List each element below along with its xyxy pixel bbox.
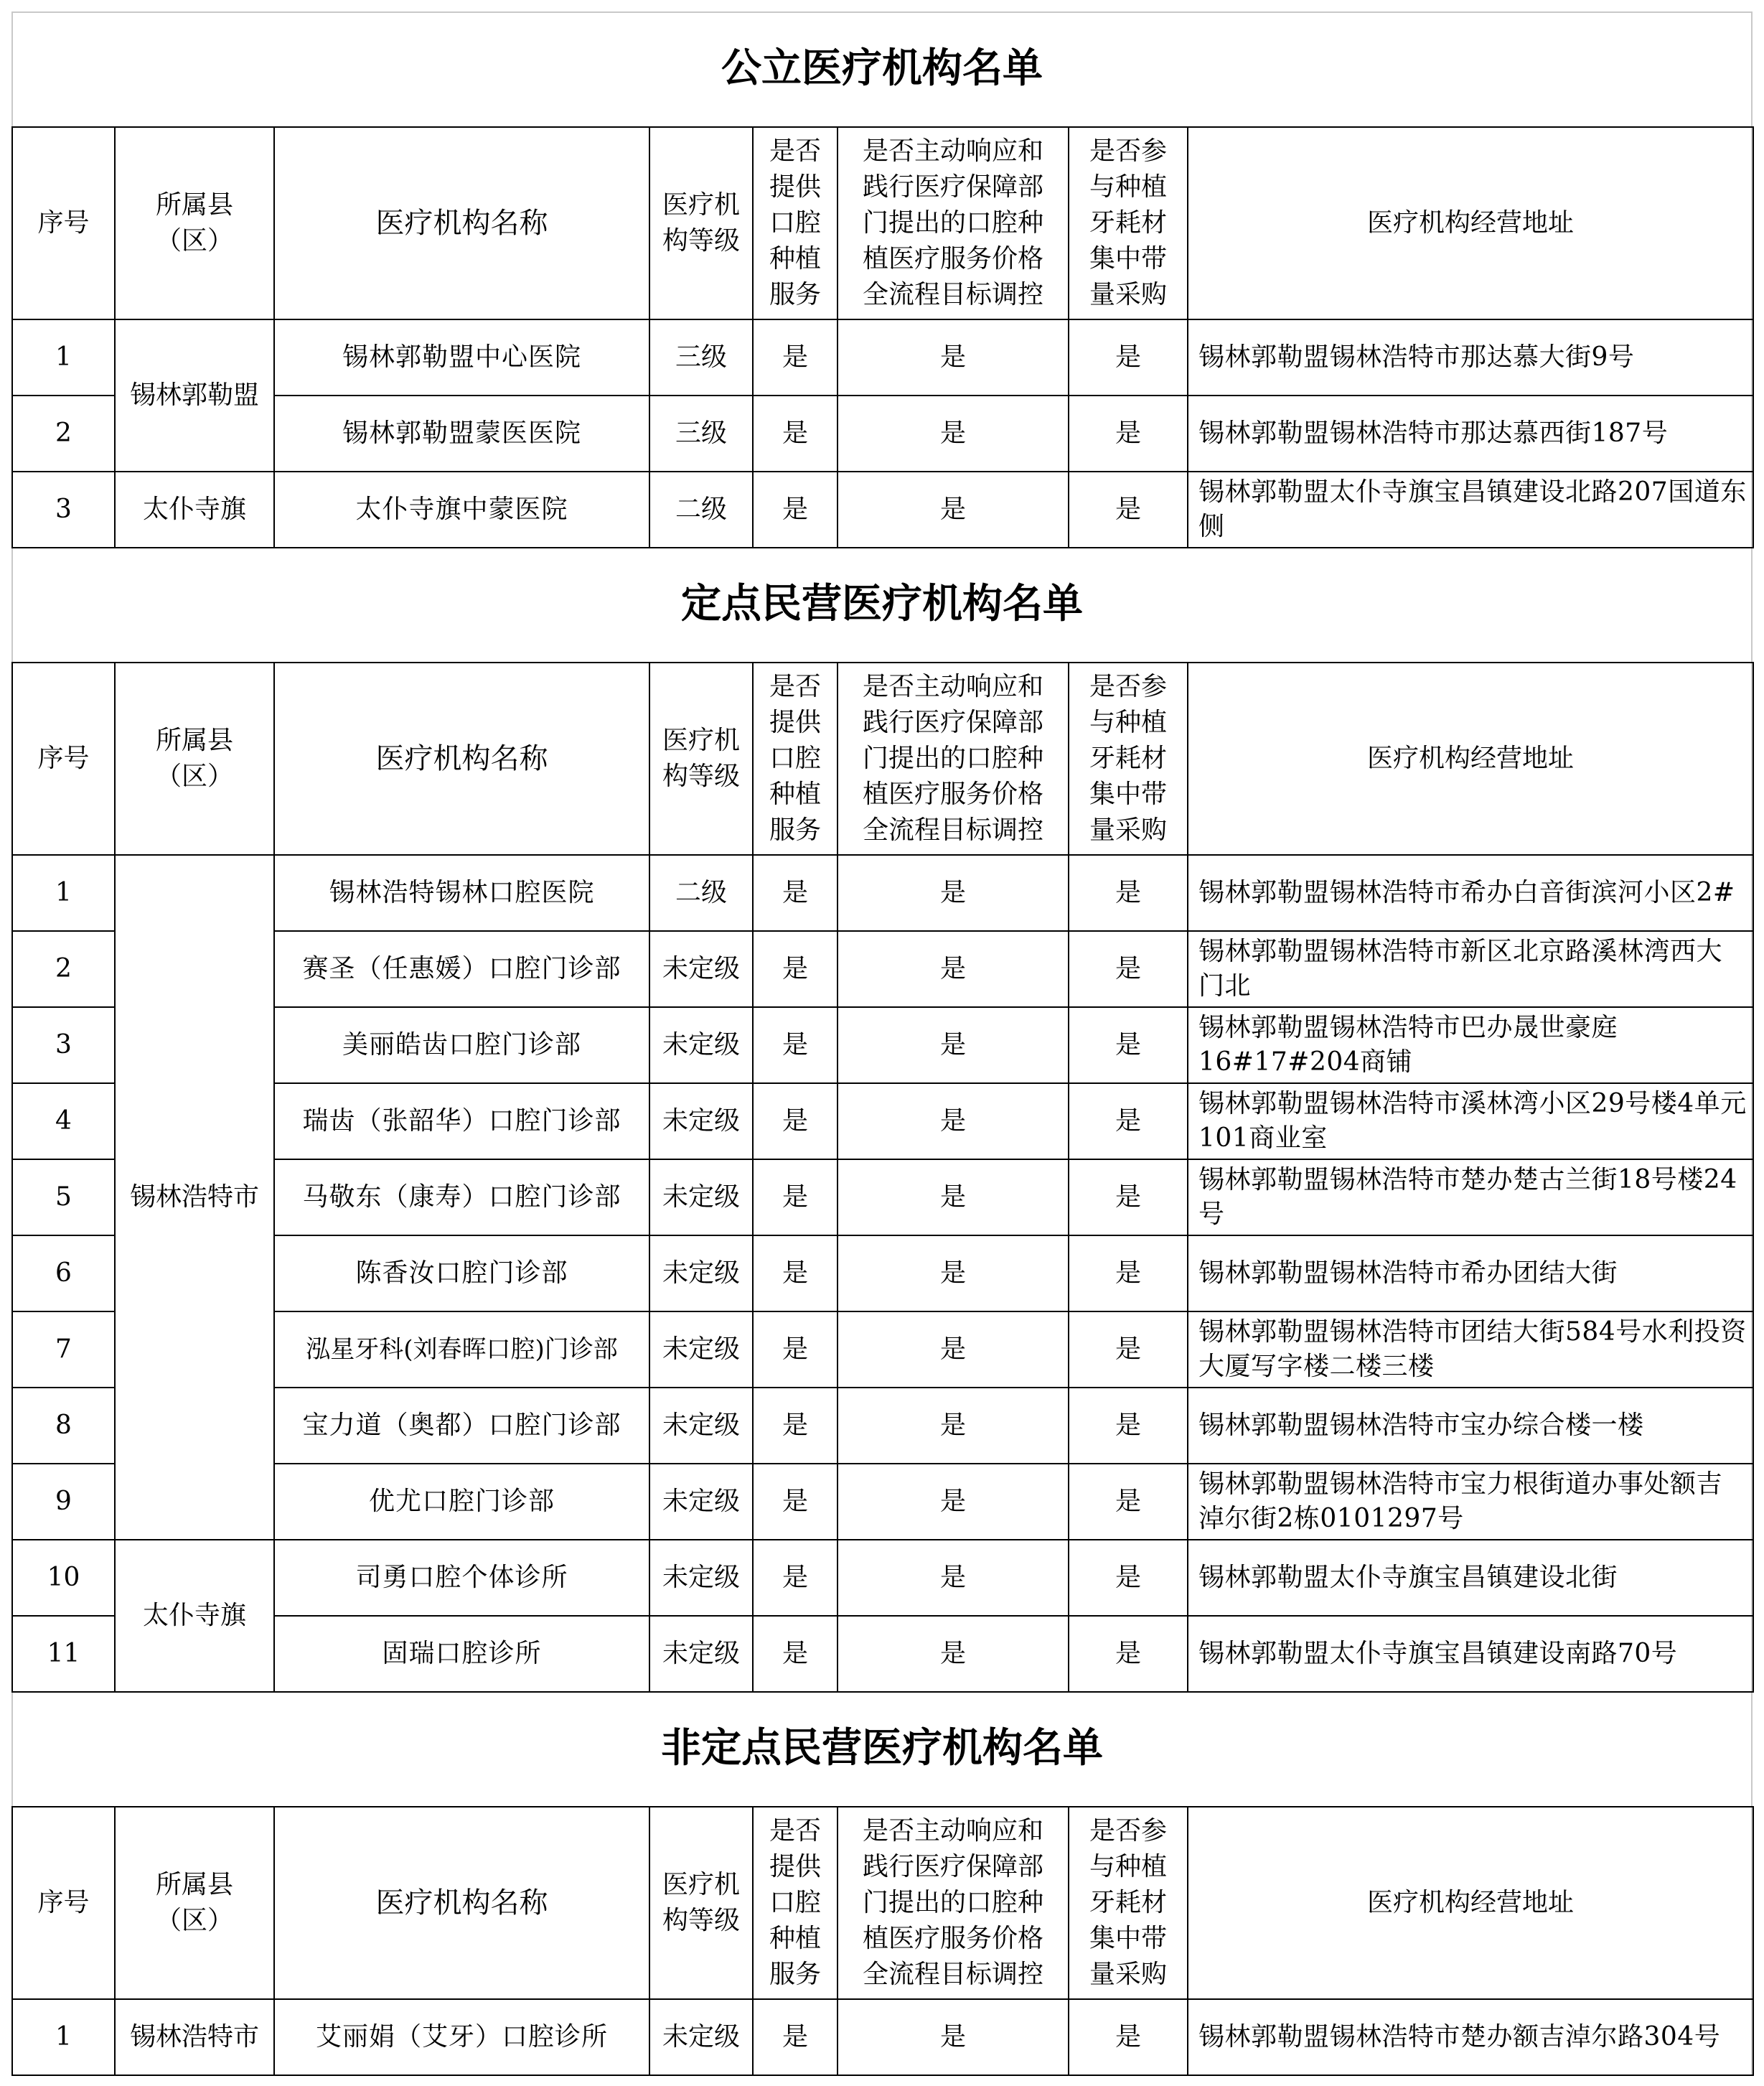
cell-implant: 是 bbox=[753, 472, 838, 548]
cell-procure: 是 bbox=[1069, 1007, 1188, 1083]
cell-implant: 是 bbox=[753, 396, 838, 472]
cell-implant: 是 bbox=[753, 1007, 838, 1083]
cell-seq: 1 bbox=[12, 1999, 115, 2075]
cell-respond: 是 bbox=[838, 1159, 1069, 1235]
cell-level: 未定级 bbox=[649, 1464, 753, 1540]
cell-seq: 3 bbox=[12, 472, 115, 548]
cell-address: 锡林郭勒盟锡林浩特市希办白音街滨河小区2# bbox=[1188, 855, 1753, 931]
cell-procure: 是 bbox=[1069, 931, 1188, 1007]
cell-name: 优尤口腔门诊部 bbox=[274, 1464, 649, 1540]
cell-respond: 是 bbox=[838, 1616, 1069, 1692]
cell-address: 锡林郭勒盟锡林浩特市新区北京路溪林湾西大门北 bbox=[1188, 931, 1753, 1007]
cell-procure: 是 bbox=[1069, 855, 1188, 931]
header-level: 医疗机 构等级 bbox=[649, 1807, 753, 1999]
cell-address: 锡林郭勒盟锡林浩特市那达慕大街9号 bbox=[1188, 319, 1753, 396]
table-designated bbox=[11, 662, 1754, 1693]
header-address: 医疗机构经营地址 bbox=[1188, 127, 1753, 319]
cell-county: 锡林郭勒盟 bbox=[115, 319, 274, 472]
cell-address: 锡林郭勒盟锡林浩特市巴办晟世豪庭16#17#204商铺 bbox=[1188, 1007, 1753, 1083]
cell-implant: 是 bbox=[753, 319, 838, 396]
cell-level: 未定级 bbox=[649, 1159, 753, 1235]
cell-address: 锡林郭勒盟太仆寺旗宝昌镇建设北街 bbox=[1188, 1540, 1753, 1616]
table-row bbox=[12, 1540, 1753, 1616]
cell-name: 艾丽娟（艾牙）口腔诊所 bbox=[274, 1999, 649, 2075]
cell-level: 未定级 bbox=[649, 1311, 753, 1388]
cell-address: 锡林郭勒盟锡林浩特市那达慕西街187号 bbox=[1188, 396, 1753, 472]
cell-procure: 是 bbox=[1069, 1540, 1188, 1616]
header-address: 医疗机构经营地址 bbox=[1188, 1807, 1753, 1999]
header-seq: 序号 bbox=[12, 127, 115, 319]
cell-address: 锡林郭勒盟锡林浩特市楚办额吉淖尔路304号 bbox=[1188, 1999, 1753, 2075]
cell-level: 未定级 bbox=[649, 1999, 753, 2075]
cell-seq: 1 bbox=[12, 855, 115, 931]
header-name: 医疗机构名称 bbox=[274, 663, 649, 855]
cell-seq: 2 bbox=[12, 931, 115, 1007]
cell-level: 三级 bbox=[649, 319, 753, 396]
cell-respond: 是 bbox=[838, 1083, 1069, 1159]
cell-procure: 是 bbox=[1069, 1999, 1188, 2075]
cell-procure: 是 bbox=[1069, 472, 1188, 548]
cell-procure: 是 bbox=[1069, 1159, 1188, 1235]
cell-name: 锡林浩特锡林口腔医院 bbox=[274, 855, 649, 931]
cell-respond: 是 bbox=[838, 1999, 1069, 2075]
cell-level: 未定级 bbox=[649, 1616, 753, 1692]
table-header-row bbox=[12, 1807, 1753, 1999]
cell-implant: 是 bbox=[753, 931, 838, 1007]
cell-procure: 是 bbox=[1069, 1388, 1188, 1464]
header-name: 医疗机构名称 bbox=[274, 1807, 649, 1999]
cell-procure: 是 bbox=[1069, 319, 1188, 396]
cell-address: 锡林郭勒盟锡林浩特市宝办综合楼一楼 bbox=[1188, 1388, 1753, 1464]
cell-level: 未定级 bbox=[649, 1540, 753, 1616]
table-row bbox=[12, 472, 1753, 548]
cell-name: 锡林郭勒盟蒙医医院 bbox=[274, 396, 649, 472]
cell-implant: 是 bbox=[753, 1388, 838, 1464]
cell-implant: 是 bbox=[753, 1616, 838, 1692]
cell-name: 马敬东（康寿）口腔门诊部 bbox=[274, 1159, 649, 1235]
cell-seq: 1 bbox=[12, 319, 115, 396]
header-procure: 是否参 与种植 牙耗材 集中带 量采购 bbox=[1069, 127, 1188, 319]
cell-address: 锡林郭勒盟太仆寺旗宝昌镇建设南路70号 bbox=[1188, 1616, 1753, 1692]
cell-address: 锡林郭勒盟锡林浩特市团结大街584号水利投资大厦写字楼二楼三楼 bbox=[1188, 1311, 1753, 1388]
cell-address: 锡林郭勒盟锡林浩特市溪林湾小区29号楼4单元101商业室 bbox=[1188, 1083, 1753, 1159]
cell-name: 司勇口腔个体诊所 bbox=[274, 1540, 649, 1616]
cell-county: 太仆寺旗 bbox=[115, 472, 274, 548]
cell-seq: 9 bbox=[12, 1464, 115, 1540]
cell-level: 未定级 bbox=[649, 1007, 753, 1083]
cell-respond: 是 bbox=[838, 1007, 1069, 1083]
cell-seq: 5 bbox=[12, 1159, 115, 1235]
header-seq: 序号 bbox=[12, 1807, 115, 1999]
header-level: 医疗机 构等级 bbox=[649, 663, 753, 855]
cell-level: 未定级 bbox=[649, 1235, 753, 1311]
cell-respond: 是 bbox=[838, 1464, 1069, 1540]
header-address: 医疗机构经营地址 bbox=[1188, 663, 1753, 855]
cell-seq: 3 bbox=[12, 1007, 115, 1083]
cell-respond: 是 bbox=[838, 472, 1069, 548]
cell-respond: 是 bbox=[838, 1388, 1069, 1464]
cell-procure: 是 bbox=[1069, 1083, 1188, 1159]
cell-seq: 2 bbox=[12, 396, 115, 472]
header-implant: 是否 提供 口腔 种植 服务 bbox=[753, 1807, 838, 1999]
cell-name: 太仆寺旗中蒙医院 bbox=[274, 472, 649, 548]
cell-procure: 是 bbox=[1069, 396, 1188, 472]
cell-address: 锡林郭勒盟锡林浩特市希办团结大街 bbox=[1188, 1235, 1753, 1311]
cell-name: 锡林郭勒盟中心医院 bbox=[274, 319, 649, 396]
header-procure: 是否参 与种植 牙耗材 集中带 量采购 bbox=[1069, 1807, 1188, 1999]
section-title-public: 公立医疗机构名单 bbox=[721, 45, 1043, 92]
header-county: 所属县 （区） bbox=[115, 127, 274, 319]
cell-procure: 是 bbox=[1069, 1616, 1188, 1692]
cell-name: 泓星牙科(刘春晖口腔)门诊部 bbox=[274, 1311, 649, 1388]
cell-level: 未定级 bbox=[649, 1083, 753, 1159]
cell-respond: 是 bbox=[838, 1540, 1069, 1616]
cell-level: 未定级 bbox=[649, 1388, 753, 1464]
cell-seq: 6 bbox=[12, 1235, 115, 1311]
cell-name: 固瑞口腔诊所 bbox=[274, 1616, 649, 1692]
cell-procure: 是 bbox=[1069, 1235, 1188, 1311]
section-title-designated: 定点民营医疗机构名单 bbox=[681, 580, 1083, 627]
table-row bbox=[12, 855, 1753, 931]
section-title-non-designated: 非定点民营医疗机构名单 bbox=[661, 1724, 1103, 1772]
cell-seq: 10 bbox=[12, 1540, 115, 1616]
cell-address: 锡林郭勒盟太仆寺旗宝昌镇建设北路207国道东侧 bbox=[1188, 472, 1753, 548]
cell-level: 未定级 bbox=[649, 931, 753, 1007]
header-name: 医疗机构名称 bbox=[274, 127, 649, 319]
cell-implant: 是 bbox=[753, 1235, 838, 1311]
cell-name: 宝力道（奥都）口腔门诊部 bbox=[274, 1388, 649, 1464]
header-respond: 是否主动响应和 践行医疗保障部 门提出的口腔种 植医疗服务价格 全流程目标调控 bbox=[838, 127, 1069, 319]
cell-name: 美丽皓齿口腔门诊部 bbox=[274, 1007, 649, 1083]
cell-implant: 是 bbox=[753, 1464, 838, 1540]
cell-address: 锡林郭勒盟锡林浩特市宝力根街道办事处额吉淖尔街2栋0101297号 bbox=[1188, 1464, 1753, 1540]
table-non-designated bbox=[11, 1806, 1754, 2076]
cell-county: 锡林浩特市 bbox=[115, 855, 274, 1540]
cell-county: 锡林浩特市 bbox=[115, 1999, 274, 2075]
cell-address: 锡林郭勒盟锡林浩特市楚办楚古兰街18号楼24号 bbox=[1188, 1159, 1753, 1235]
header-implant: 是否 提供 口腔 种植 服务 bbox=[753, 127, 838, 319]
header-level: 医疗机 构等级 bbox=[649, 127, 753, 319]
cell-respond: 是 bbox=[838, 396, 1069, 472]
cell-level: 二级 bbox=[649, 855, 753, 931]
table-row bbox=[12, 1999, 1753, 2075]
header-seq: 序号 bbox=[12, 663, 115, 855]
cell-level: 三级 bbox=[649, 396, 753, 472]
cell-seq: 11 bbox=[12, 1616, 115, 1692]
cell-seq: 8 bbox=[12, 1388, 115, 1464]
header-county: 所属县 （区） bbox=[115, 1807, 274, 1999]
table-row bbox=[12, 319, 1753, 396]
header-implant: 是否 提供 口腔 种植 服务 bbox=[753, 663, 838, 855]
cell-seq: 4 bbox=[12, 1083, 115, 1159]
cell-procure: 是 bbox=[1069, 1311, 1188, 1388]
cell-respond: 是 bbox=[838, 855, 1069, 931]
cell-implant: 是 bbox=[753, 1083, 838, 1159]
cell-respond: 是 bbox=[838, 1235, 1069, 1311]
cell-procure: 是 bbox=[1069, 1464, 1188, 1540]
cell-respond: 是 bbox=[838, 931, 1069, 1007]
table-header-row bbox=[12, 663, 1753, 855]
cell-implant: 是 bbox=[753, 855, 838, 931]
cell-name: 瑞齿（张韶华）口腔门诊部 bbox=[274, 1083, 649, 1159]
table-public bbox=[11, 126, 1754, 548]
header-respond: 是否主动响应和 践行医疗保障部 门提出的口腔种 植医疗服务价格 全流程目标调控 bbox=[838, 1807, 1069, 1999]
cell-level: 二级 bbox=[649, 472, 753, 548]
cell-name: 赛圣（任惠媛）口腔门诊部 bbox=[274, 931, 649, 1007]
header-procure: 是否参 与种植 牙耗材 集中带 量采购 bbox=[1069, 663, 1188, 855]
cell-seq: 7 bbox=[12, 1311, 115, 1388]
header-county: 所属县 （区） bbox=[115, 663, 274, 855]
table-header-row bbox=[12, 127, 1753, 319]
cell-respond: 是 bbox=[838, 319, 1069, 396]
cell-name: 陈香汝口腔门诊部 bbox=[274, 1235, 649, 1311]
cell-county: 太仆寺旗 bbox=[115, 1540, 274, 1692]
cell-respond: 是 bbox=[838, 1311, 1069, 1388]
cell-implant: 是 bbox=[753, 1540, 838, 1616]
header-respond: 是否主动响应和 践行医疗保障部 门提出的口腔种 植医疗服务价格 全流程目标调控 bbox=[838, 663, 1069, 855]
cell-implant: 是 bbox=[753, 1311, 838, 1388]
cell-implant: 是 bbox=[753, 1159, 838, 1235]
cell-implant: 是 bbox=[753, 1999, 838, 2075]
